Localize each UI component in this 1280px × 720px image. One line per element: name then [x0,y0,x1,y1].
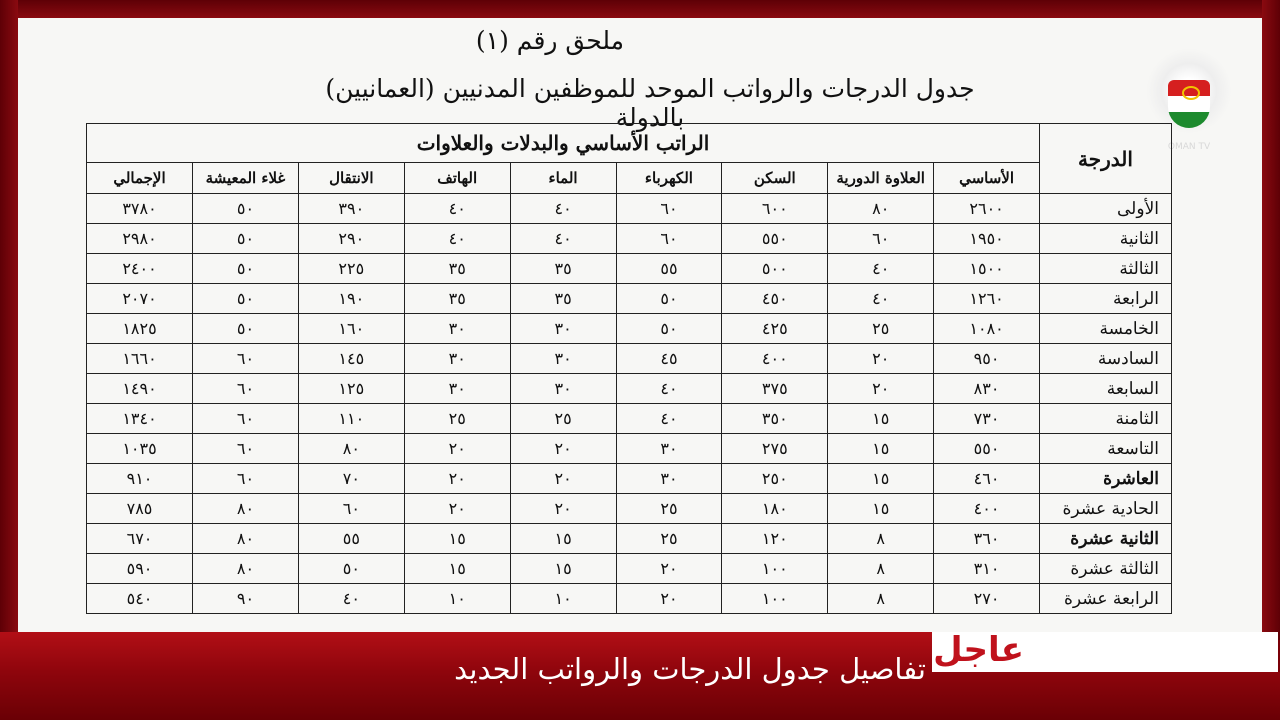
group-header: الراتب الأساسي والبدلات والعلاوات [87,124,1040,163]
table-row [87,374,1172,404]
value-cell: ٦٧٠ [87,524,193,554]
column-header: الإجمالي [87,163,193,194]
column-header: السكن [722,163,828,194]
value-cell: ٥٥ [616,254,722,284]
value-cell: ٨٠ [298,434,404,464]
breaking-news-label [932,632,1278,672]
value-cell: ٨٠ [193,524,299,554]
value-cell: ٤٠ [298,584,404,614]
value-cell: ٥٠٠ [722,254,828,284]
value-cell: ١٥٠٠ [934,254,1040,284]
value-cell: ٣٠ [616,464,722,494]
value-cell: ٢٠ [510,494,616,524]
grade-cell: الحادية عشرة [1040,494,1172,524]
document-title: جدول الدرجات والرواتب الموحد للموظفين المدنيين (العمانيين) بالدولة [325,74,975,132]
value-cell: ١٥ [404,524,510,554]
value-cell: ٢٤٠٠ [87,254,193,284]
table-row [87,524,1172,554]
value-cell: ٢٦٠٠ [934,194,1040,224]
value-cell: ٣٦٠ [934,524,1040,554]
grade-cell: الثانية عشرة [1040,524,1172,554]
value-cell: ٦٠ [193,344,299,374]
value-cell: ٨٠ [193,554,299,584]
value-cell: ٥٩٠ [87,554,193,584]
column-header: الانتقال [298,163,404,194]
value-cell: ٤٦٠ [934,464,1040,494]
value-cell: ٦٠٠ [722,194,828,224]
value-cell: ٣٠ [616,434,722,464]
value-cell: ٤٠ [404,194,510,224]
value-cell: ٢٠ [404,494,510,524]
frame-top [0,0,1280,18]
value-cell: ٦٠ [828,224,934,254]
value-cell: ٤٠ [616,404,722,434]
value-cell: ١٤٩٠ [87,374,193,404]
value-cell: ٨٣٠ [934,374,1040,404]
grade-cell: الثامنة [1040,404,1172,434]
value-cell: ٢٠ [828,344,934,374]
frame-right [1262,0,1280,640]
value-cell: ٢٩٠ [298,224,404,254]
value-cell: ١٠٣٥ [87,434,193,464]
value-cell: ١٩٠ [298,284,404,314]
value-cell: ٥٤٠ [87,584,193,614]
value-cell: ٣٠ [404,374,510,404]
table-row [87,194,1172,224]
value-cell: ٥٥٠ [722,224,828,254]
value-cell: ٥٥٠ [934,434,1040,464]
value-cell: ١٢٥ [298,374,404,404]
annex-title: ملحق رقم (١) [475,26,625,55]
logo-caption: OMAN TV [1167,142,1211,152]
value-cell: ٨٠ [193,494,299,524]
value-cell: ٤٠ [828,254,934,284]
value-cell: ١٠ [510,584,616,614]
value-cell: ٣٠ [510,344,616,374]
table-row [87,314,1172,344]
table-body [87,194,1172,614]
value-cell: ٢٥ [404,404,510,434]
value-cell: ٢٥٠ [722,464,828,494]
value-cell: ١٥ [404,554,510,584]
value-cell: ١٢٦٠ [934,284,1040,314]
table-row [87,434,1172,464]
grade-cell: السادسة [1040,344,1172,374]
salary-table-container [86,123,1172,632]
value-cell: ٣٠ [404,344,510,374]
value-cell: ٢٠ [404,464,510,494]
value-cell: ٤٢٥ [722,314,828,344]
value-cell: ٢٠ [510,434,616,464]
value-cell: ٩٠ [193,584,299,614]
value-cell: ١٥ [828,434,934,464]
value-cell: ١٥ [828,494,934,524]
value-cell: ٧٨٥ [87,494,193,524]
table-row [87,254,1172,284]
value-cell: ١٤٥ [298,344,404,374]
value-cell: ٣١٠ [934,554,1040,584]
column-header: العلاوة الدورية [828,163,934,194]
value-cell: ٦٠ [193,374,299,404]
value-cell: ٨٠ [828,194,934,224]
value-cell: ٨ [828,554,934,584]
value-cell: ٦٠ [193,464,299,494]
document-scan [18,18,1262,632]
grade-cell: العاشرة [1040,464,1172,494]
column-header: الأساسي [934,163,1040,194]
value-cell: ٤٠٠ [722,344,828,374]
value-cell: ٥٠ [193,194,299,224]
value-cell: ٨ [828,524,934,554]
value-cell: ٧٠ [298,464,404,494]
value-cell: ٢٠ [828,374,934,404]
value-cell: ١٦٠ [298,314,404,344]
value-cell: ٤٠٠ [934,494,1040,524]
value-cell: ٥٠ [193,254,299,284]
value-cell: ٣٠ [404,314,510,344]
value-cell: ٣٥ [404,254,510,284]
salary-table [86,123,1172,614]
grade-cell: الأولى [1040,194,1172,224]
table-row [87,344,1172,374]
value-cell: ١٠٨٠ [934,314,1040,344]
value-cell: ١٥ [510,524,616,554]
value-cell: ٦٠ [298,494,404,524]
value-cell: ٣٩٠ [298,194,404,224]
value-cell: ١٩٥٠ [934,224,1040,254]
grade-cell: الثانية [1040,224,1172,254]
value-cell: ٢٥ [828,314,934,344]
value-cell: ٦٠ [616,224,722,254]
column-header: غلاء المعيشة [193,163,299,194]
value-cell: ٢٩٨٠ [87,224,193,254]
value-cell: ٢٢٥ [298,254,404,284]
value-cell: ٥٠ [193,224,299,254]
value-cell: ١٥ [828,464,934,494]
value-cell: ٦٠ [193,434,299,464]
value-cell: ٦٠ [193,404,299,434]
value-cell: ١٦٦٠ [87,344,193,374]
grade-cell: الرابعة عشرة [1040,584,1172,614]
value-cell: ١١٠ [298,404,404,434]
value-cell: ٣٥ [510,284,616,314]
value-cell: ٣٠ [510,314,616,344]
value-cell: ٤٥ [616,344,722,374]
value-cell: ٤٠ [828,284,934,314]
value-cell: ٩١٠ [87,464,193,494]
value-cell: ١٠٠ [722,554,828,584]
value-cell: ٥٠ [193,314,299,344]
frame-left [0,0,18,640]
value-cell: ٢٠ [510,464,616,494]
value-cell: ٢٠ [616,554,722,584]
table-row [87,494,1172,524]
value-cell: ١٨٢٥ [87,314,193,344]
value-cell: ٨ [828,584,934,614]
grade-cell: الثالثة [1040,254,1172,284]
grade-cell: التاسعة [1040,434,1172,464]
table-row [87,224,1172,254]
column-header: الكهرباء [616,163,722,194]
column-headers [87,163,1172,194]
value-cell: ٤٠ [404,224,510,254]
value-cell: ١٠٠ [722,584,828,614]
value-cell: ٥٠ [298,554,404,584]
value-cell: ٤٠ [510,224,616,254]
grade-cell: الرابعة [1040,284,1172,314]
ticker-headline: تفاصيل جدول الدرجات والرواتب الجديد [454,652,926,686]
value-cell: ٤٠ [510,194,616,224]
table-row [87,404,1172,434]
column-header: الهاتف [404,163,510,194]
value-cell: ٢٠ [404,434,510,464]
value-cell: ١٣٤٠ [87,404,193,434]
breaking-news-text: عاجل [933,630,1024,670]
grade-header: الدرجة [1040,124,1172,194]
value-cell: ٥٠ [616,314,722,344]
table-row [87,554,1172,584]
value-cell: ٣٠ [510,374,616,404]
value-cell: ٥٠ [616,284,722,314]
value-cell: ٣٥ [510,254,616,284]
value-cell: ١٨٠ [722,494,828,524]
value-cell: ٤٠ [616,374,722,404]
value-cell: ١٥ [828,404,934,434]
value-cell: ١٠ [404,584,510,614]
value-cell: ٢٠ [616,584,722,614]
value-cell: ٢٥ [616,524,722,554]
value-cell: ٣٧٥ [722,374,828,404]
value-cell: ٤٥٠ [722,284,828,314]
value-cell: ٣٥٠ [722,404,828,434]
value-cell: ٢٥ [616,494,722,524]
table-row [87,284,1172,314]
grade-cell: السابعة [1040,374,1172,404]
value-cell: ٢٥ [510,404,616,434]
column-header: الماء [510,163,616,194]
value-cell: ١٥ [510,554,616,584]
oman-emblem-icon [1168,80,1210,128]
value-cell: ٧٣٠ [934,404,1040,434]
value-cell: ٢٧٠ [934,584,1040,614]
value-cell: ٣٥ [404,284,510,314]
table-row [87,464,1172,494]
value-cell: ٩٥٠ [934,344,1040,374]
value-cell: ٣٧٨٠ [87,194,193,224]
table-row [87,584,1172,614]
value-cell: ٥٥ [298,524,404,554]
grade-cell: الخامسة [1040,314,1172,344]
value-cell: ٥٠ [193,284,299,314]
value-cell: ١٢٠ [722,524,828,554]
value-cell: ٢٠٧٠ [87,284,193,314]
value-cell: ٢٧٥ [722,434,828,464]
grade-cell: الثالثة عشرة [1040,554,1172,584]
value-cell: ٦٠ [616,194,722,224]
